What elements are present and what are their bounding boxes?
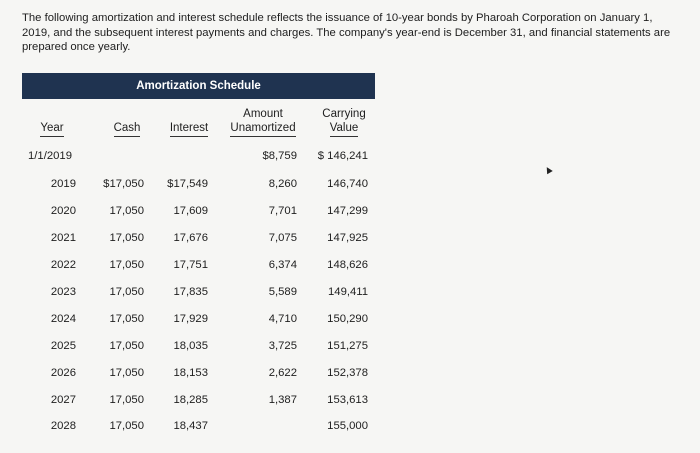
- header-amount-unamortized: Amount Unamortized: [226, 107, 300, 137]
- cell-cash: 17,050: [109, 286, 144, 298]
- cell-year: 2021: [50, 232, 76, 244]
- cell-cash: $17,050: [103, 178, 144, 190]
- table-row: [22, 282, 382, 302]
- cell-year: 2024: [50, 313, 76, 325]
- cell-year: 2027: [50, 394, 76, 406]
- cell-carrying: 147,299: [327, 205, 368, 217]
- table-row: [22, 174, 382, 194]
- cell-cash: 17,050: [109, 259, 144, 271]
- cell-interest: 17,609: [173, 205, 208, 217]
- cell-year: 2020: [50, 205, 76, 217]
- cell-carrying: 155,000: [327, 420, 368, 432]
- arrow-cursor-icon: ▲: [540, 162, 557, 178]
- table-row: [22, 336, 382, 356]
- cell-carrying: 146,740: [327, 178, 368, 190]
- cell-interest: 17,751: [173, 259, 208, 271]
- schedule-title: Amortization Schedule: [22, 73, 375, 99]
- cell-year: 2026: [50, 367, 76, 379]
- header-carrying-value: Carrying Value: [316, 107, 372, 137]
- cell-year: 2025: [50, 340, 76, 352]
- cell-carrying: 149,411: [328, 286, 368, 298]
- cell-interest: $17,549: [167, 178, 208, 190]
- table-row: [22, 201, 382, 221]
- cell-interest: 18,285: [173, 394, 208, 406]
- table-row: [22, 363, 382, 383]
- cell-cash: 17,050: [109, 313, 144, 325]
- header-year: Year: [32, 121, 72, 137]
- cell-interest: 18,153: [173, 367, 208, 379]
- cell-amount: 7,701: [268, 205, 297, 217]
- cell-cash: 17,050: [109, 340, 144, 352]
- cell-amount: 4,710: [268, 313, 297, 325]
- cell-carrying: 147,925: [327, 232, 368, 244]
- cell-cash: 17,050: [109, 394, 144, 406]
- cell-year: 1/1/2019: [28, 150, 72, 162]
- header-interest: Interest: [162, 121, 216, 137]
- table-row: [22, 309, 382, 329]
- cell-year: 2019: [50, 178, 76, 190]
- cell-amount: 2,622: [268, 367, 297, 379]
- cell-year: 2022: [50, 259, 76, 271]
- cell-carrying: 152,378: [327, 367, 368, 379]
- cell-amount: 8,260: [268, 178, 297, 190]
- cell-amount: $8,759: [262, 150, 297, 162]
- table-row: [22, 228, 382, 248]
- cell-interest: 18,437: [173, 420, 208, 432]
- cell-interest: 18,035: [173, 340, 208, 352]
- table-row: [22, 416, 382, 436]
- cell-carrying: 151,275: [327, 340, 368, 352]
- header-cash: Cash: [102, 121, 152, 137]
- cell-carrying: 153,613: [327, 394, 368, 406]
- cell-cash: 17,050: [109, 205, 144, 217]
- cell-cash: 17,050: [109, 232, 144, 244]
- cell-amount: 7,075: [268, 232, 297, 244]
- cell-cash: 17,050: [109, 367, 144, 379]
- cell-carrying: 150,290: [327, 313, 368, 325]
- cell-amount: 5,589: [268, 286, 297, 298]
- cell-interest: 17,676: [173, 232, 208, 244]
- cell-year: 2028: [50, 420, 76, 432]
- table-row: [22, 255, 382, 275]
- cell-carrying: $ 146,241: [317, 150, 368, 162]
- cell-interest: 17,929: [173, 313, 208, 325]
- table-row: [22, 390, 382, 410]
- table-header: [22, 103, 382, 143]
- cell-interest: 17,835: [173, 286, 208, 298]
- problem-statement: The following amortization and interest schedule reflects the issuance of 10-year bonds by Pharoah Corporation on January 1, 2019, and the subsequent interest payments and charges. The company's year-end is December 31, and financial statements are prepared once yearly.: [22, 12, 671, 53]
- cell-carrying: 148,626: [327, 259, 368, 271]
- table-row: [22, 146, 382, 166]
- cell-amount: 1,387: [268, 394, 297, 406]
- cell-cash: 17,050: [109, 420, 144, 432]
- cell-amount: 3,725: [268, 340, 297, 352]
- cell-year: 2023: [50, 286, 76, 298]
- cell-amount: 6,374: [268, 259, 297, 271]
